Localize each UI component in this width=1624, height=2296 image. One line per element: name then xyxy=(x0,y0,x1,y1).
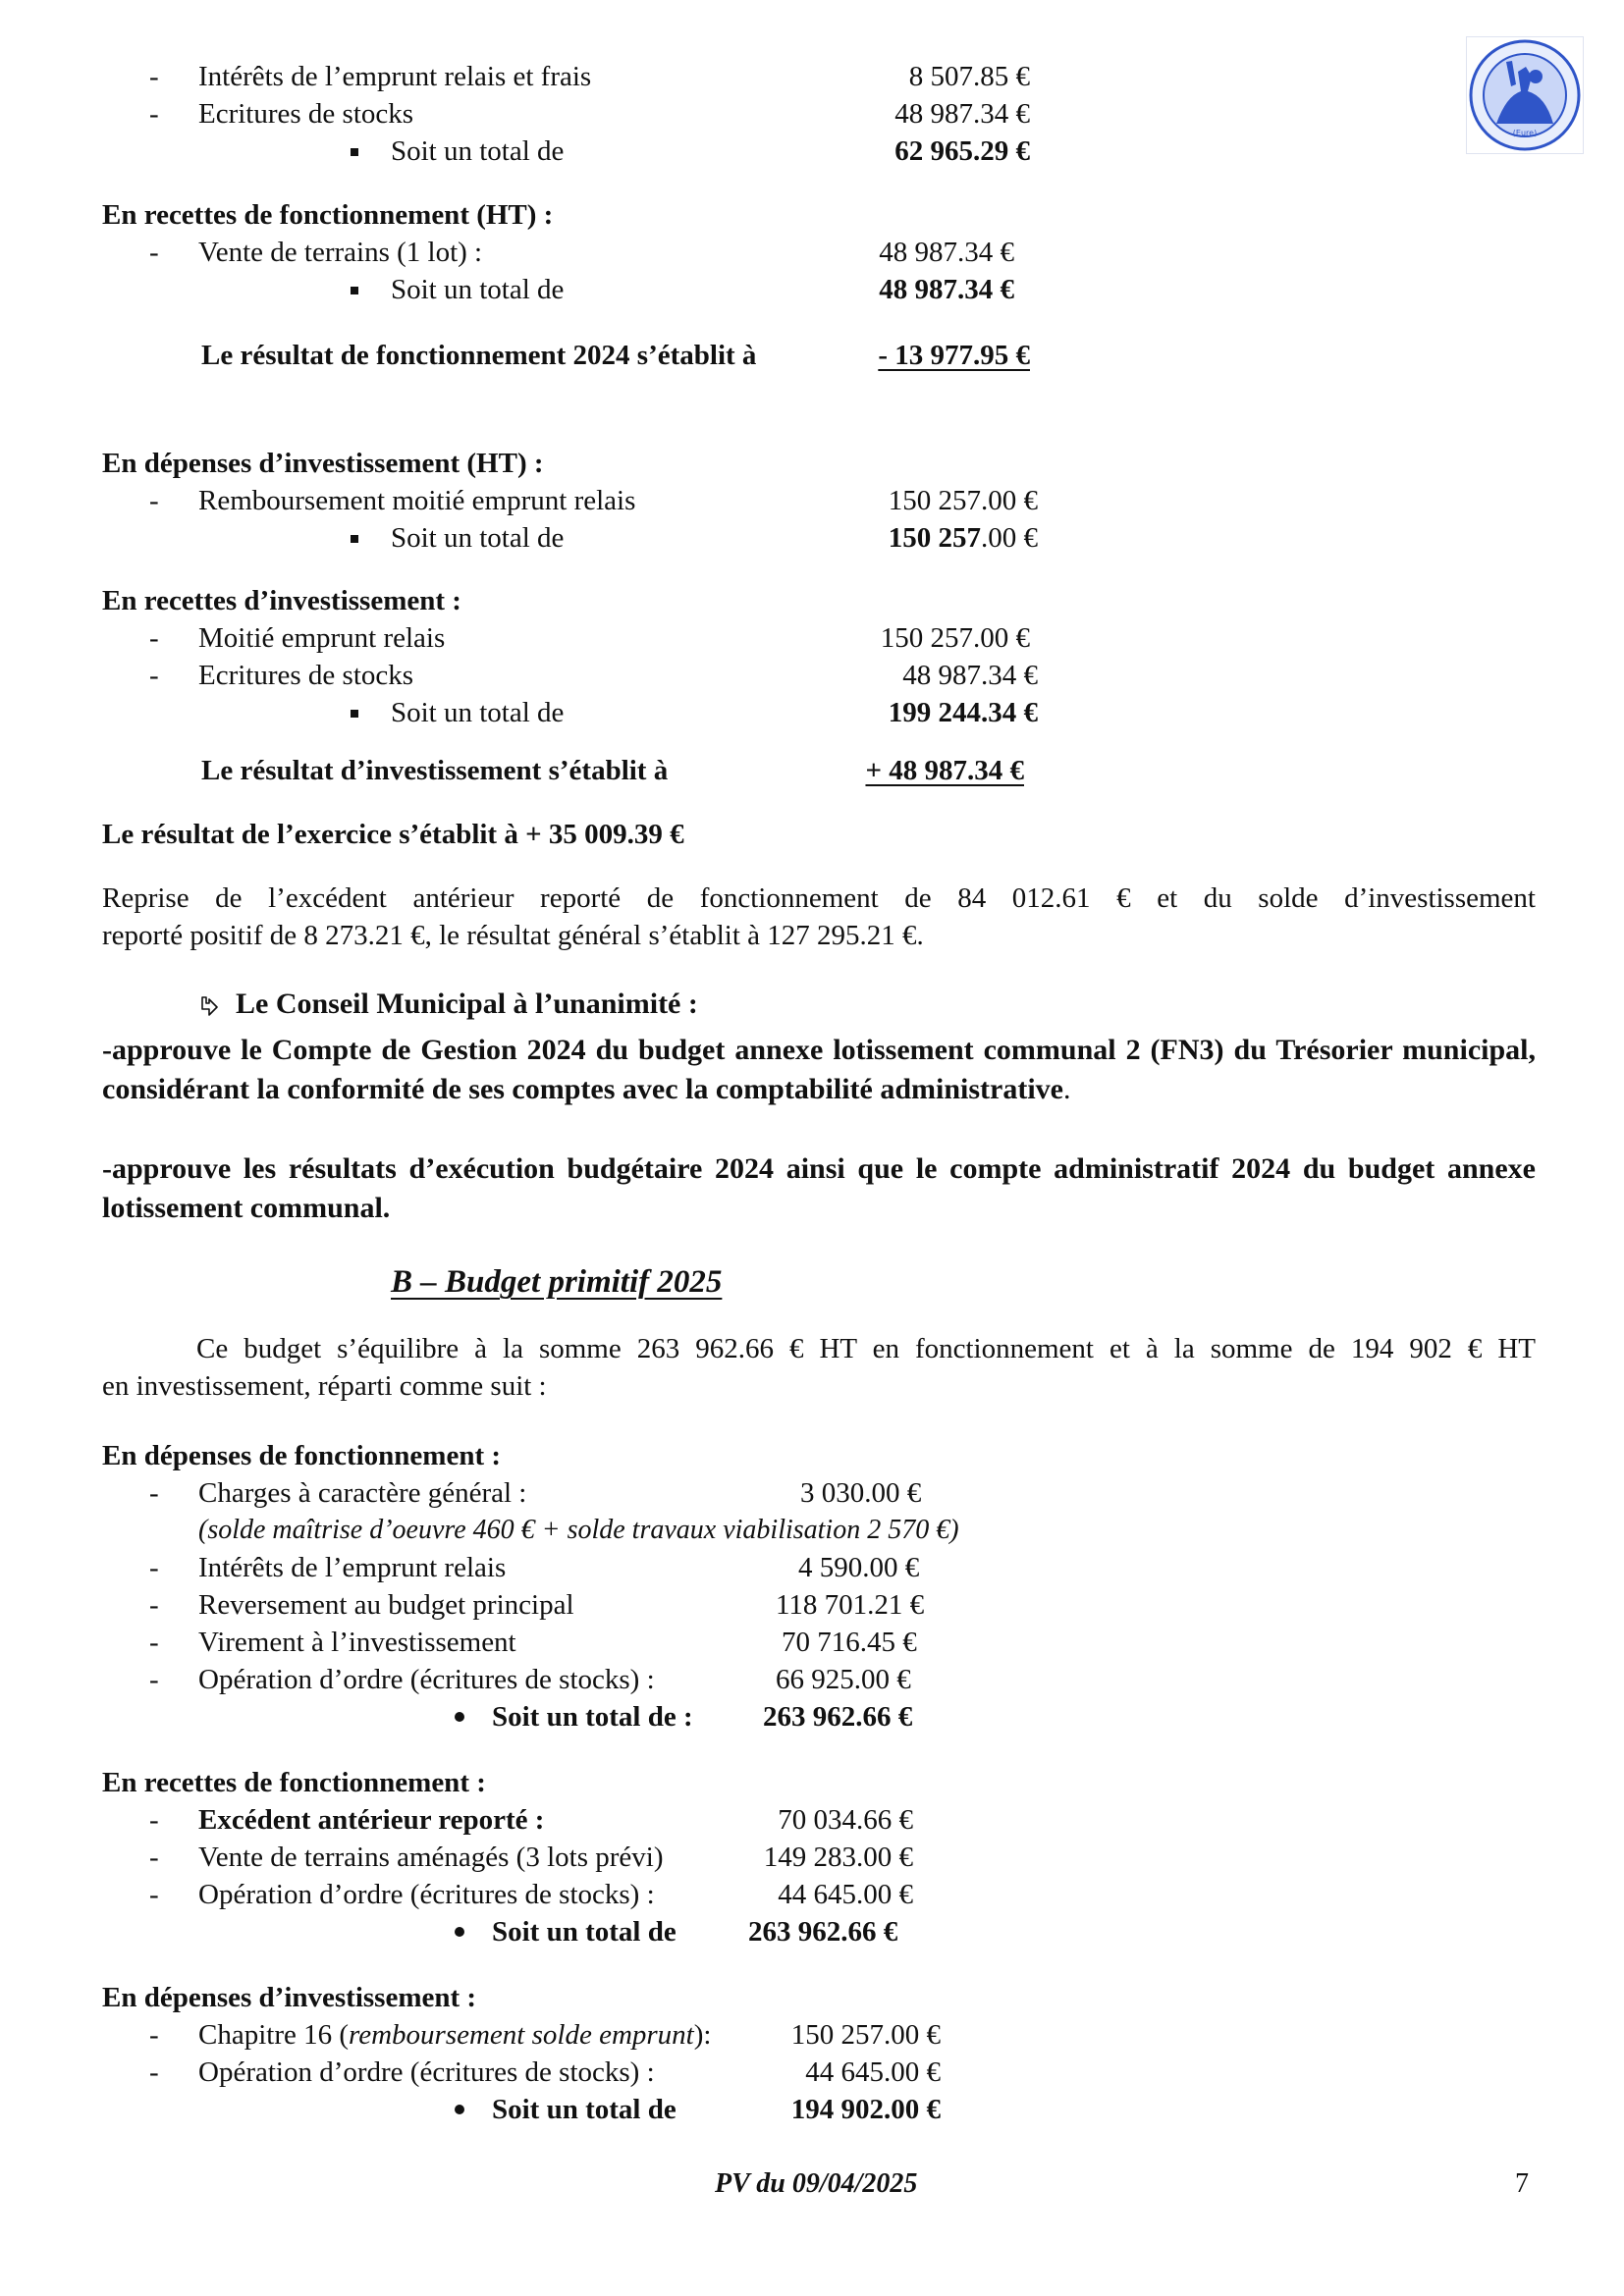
square-bullet-icon xyxy=(351,287,358,294)
line-item-label: Intérêts de l’emprunt relais et frais xyxy=(198,61,592,92)
list-dash: - xyxy=(149,1589,159,1621)
municipal-seal-icon xyxy=(1467,37,1583,153)
line-item-label-italic: remboursement solde emprunt xyxy=(349,2019,694,2051)
total-label: Soit un total de xyxy=(391,135,565,167)
decision-title: Le Conseil Municipal à l’unanimité : xyxy=(236,988,698,1020)
square-bullet-icon xyxy=(351,535,358,543)
line-item-label xyxy=(198,2016,711,2054)
reprise-line-1: Reprise de l’excédent antérieur reporté de fonctionnement de 84 012.61 € et du solde d’investissement xyxy=(102,882,1536,914)
list-dash: - xyxy=(149,61,159,92)
list-dash: - xyxy=(149,660,159,691)
list-dash: - xyxy=(149,1804,159,1836)
round-bullet-icon xyxy=(455,2105,464,2114)
list-dash: - xyxy=(149,485,159,516)
list-dash: - xyxy=(149,1552,159,1583)
list-dash: - xyxy=(149,2019,159,2051)
total-label: Soit un total de xyxy=(391,522,565,554)
list-dash: - xyxy=(149,1842,159,1873)
total-amount xyxy=(889,519,1038,557)
line-item-label: Opération d’ordre (écritures de stocks) : xyxy=(198,1664,655,1695)
square-bullet-icon xyxy=(351,710,358,718)
svg-text:(Eure): (Eure) xyxy=(1512,129,1538,137)
line-item-amount: 149 283.00 € xyxy=(763,1842,913,1873)
line-item-amount: 150 257.00 € xyxy=(888,485,1038,516)
line-item-label: Remboursement moitié emprunt relais xyxy=(198,485,636,516)
line-item-amount: 4 590.00 € xyxy=(798,1552,920,1583)
section-heading: B – Budget primitif 2025 xyxy=(391,1264,723,1300)
line-item-amount: 48 987.34 € xyxy=(879,237,1014,268)
line-item-label: Excédent antérieur reporté : xyxy=(198,1804,545,1836)
list-dash: - xyxy=(149,2056,159,2088)
budget-intro-paragraph xyxy=(102,1330,1536,1405)
line-item-label: Ecritures de stocks xyxy=(198,660,414,691)
line-item-amount: 44 645.00 € xyxy=(805,2056,941,2088)
line-item-label: Moitié emprunt relais xyxy=(198,622,446,654)
line-item-amount: 150 257.00 € xyxy=(790,2019,941,2051)
list-dash: - xyxy=(149,1477,159,1509)
line-item-amount: 48 987.34 € xyxy=(894,98,1030,130)
decision-point-1-end: . xyxy=(1063,1073,1071,1105)
reprise-line-2: reporté positif de 8 273.21 €, le résultat général s’établit à 127 295.21 €. xyxy=(102,920,924,951)
list-dash: - xyxy=(149,1627,159,1658)
section-title: En recettes d’investissement : xyxy=(102,585,461,616)
result-label: Le résultat d’investissement s’établit à xyxy=(201,755,669,786)
line-item-label: Opération d’ordre (écritures de stocks) : xyxy=(198,2056,655,2088)
exercise-result: Le résultat de l’exercice s’établit à + 35 009.39 € xyxy=(102,819,684,850)
line-item-label: Opération d’ordre (écritures de stocks) : xyxy=(198,1879,655,1910)
list-dash: - xyxy=(149,237,159,268)
line-item-label-suffix: ): xyxy=(693,2019,712,2051)
line-item-amount: 8 507.85 € xyxy=(908,61,1030,92)
line-item-amount: 44 645.00 € xyxy=(778,1879,913,1910)
round-bullet-icon xyxy=(455,1712,464,1722)
line-item-amount: 48 987.34 € xyxy=(902,660,1038,691)
round-bullet-icon xyxy=(455,1927,464,1937)
result-amount: + 48 987.34 € xyxy=(865,755,1024,786)
budget-intro-line-2: en investissement, réparti comme suit : xyxy=(102,1370,547,1402)
result-amount: - 13 977.95 € xyxy=(878,340,1030,371)
total-amount-bold-part: 150 257 xyxy=(888,522,981,554)
reprise-paragraph xyxy=(102,880,1536,954)
section-title: En recettes de fonctionnement : xyxy=(102,1767,486,1798)
line-item-amount: 66 925.00 € xyxy=(776,1664,911,1695)
decision-point-1 xyxy=(102,1031,1536,1109)
line-item-label: Vente de terrains (1 lot) : xyxy=(198,237,483,268)
total-label: Soit un total de : xyxy=(492,1701,693,1733)
square-bullet-icon xyxy=(351,148,358,156)
line-item-label: Charges à caractère général : xyxy=(198,1477,527,1509)
list-dash: - xyxy=(149,1664,159,1695)
total-amount: 263 962.66 € xyxy=(763,1701,913,1733)
list-dash: - xyxy=(149,622,159,654)
municipal-seal xyxy=(1466,36,1584,154)
line-item-amount: 118 701.21 € xyxy=(776,1589,925,1621)
line-item-amount: 150 257.00 € xyxy=(880,622,1030,654)
line-item-amount: 3 030.00 € xyxy=(800,1477,922,1509)
decision-point-2: -approuve les résultats d’exécution budgétaire 2024 ainsi que le compte administratif 2024 du budget annexe lotissement communal. xyxy=(102,1152,1536,1224)
total-label: Soit un total de xyxy=(391,274,565,305)
list-dash: - xyxy=(149,98,159,130)
line-item-amount: 70 716.45 € xyxy=(782,1627,917,1658)
total-amount-regular-part: .00 € xyxy=(981,522,1038,554)
footer-document-reference: PV du 09/04/2025 xyxy=(715,2168,918,2199)
line-item-label: Intérêts de l’emprunt relais xyxy=(198,1552,507,1583)
total-label: Soit un total de xyxy=(492,2094,677,2125)
section-title: En dépenses de fonctionnement : xyxy=(102,1440,502,1471)
line-item-label: Ecritures de stocks xyxy=(198,98,414,130)
total-label: Soit un total de xyxy=(391,697,565,728)
decision-point-1-text: -approuve le Compte de Gestion 2024 du budget annexe lotissement communal 2 (FN3) du Trésorier municipal, considérant la conformité de ses comptes avec la comptabilité administrative xyxy=(102,1034,1536,1105)
hollow-arrow-down-right-icon xyxy=(197,989,225,1024)
line-item-label: Virement à l’investissement xyxy=(198,1627,516,1658)
line-item-amount: 70 034.66 € xyxy=(778,1804,913,1836)
budget-intro-line-1: Ce budget s’équilibre à la somme 263 962.66 € HT en fonctionnement et à la somme de 194 902 € HT xyxy=(196,1333,1536,1364)
total-amount: 62 965.29 € xyxy=(894,135,1030,167)
total-amount: 48 987.34 € xyxy=(879,274,1014,305)
total-amount: 194 902.00 € xyxy=(790,2094,941,2125)
page-number: 7 xyxy=(1515,2168,1529,2199)
section-title: En dépenses d’investissement : xyxy=(102,1982,477,2013)
total-amount: 263 962.66 € xyxy=(748,1916,898,1948)
line-item-note: (solde maîtrise d’oeuvre 460 € + solde travaux viabilisation 2 570 €) xyxy=(198,1515,959,1545)
line-item-label: Vente de terrains aménagés (3 lots prévi) xyxy=(198,1842,664,1873)
section-title: En dépenses d’investissement (HT) : xyxy=(102,448,544,479)
line-item-label-prefix: Chapitre 16 ( xyxy=(198,2019,350,2051)
line-item-label: Reversement au budget principal xyxy=(198,1589,574,1621)
result-label: Le résultat de fonctionnement 2024 s’établit à xyxy=(201,340,757,371)
total-amount: 199 244.34 € xyxy=(888,697,1038,728)
list-dash: - xyxy=(149,1879,159,1910)
total-label: Soit un total de xyxy=(492,1916,677,1948)
section-title: En recettes de fonctionnement (HT) : xyxy=(102,199,554,231)
